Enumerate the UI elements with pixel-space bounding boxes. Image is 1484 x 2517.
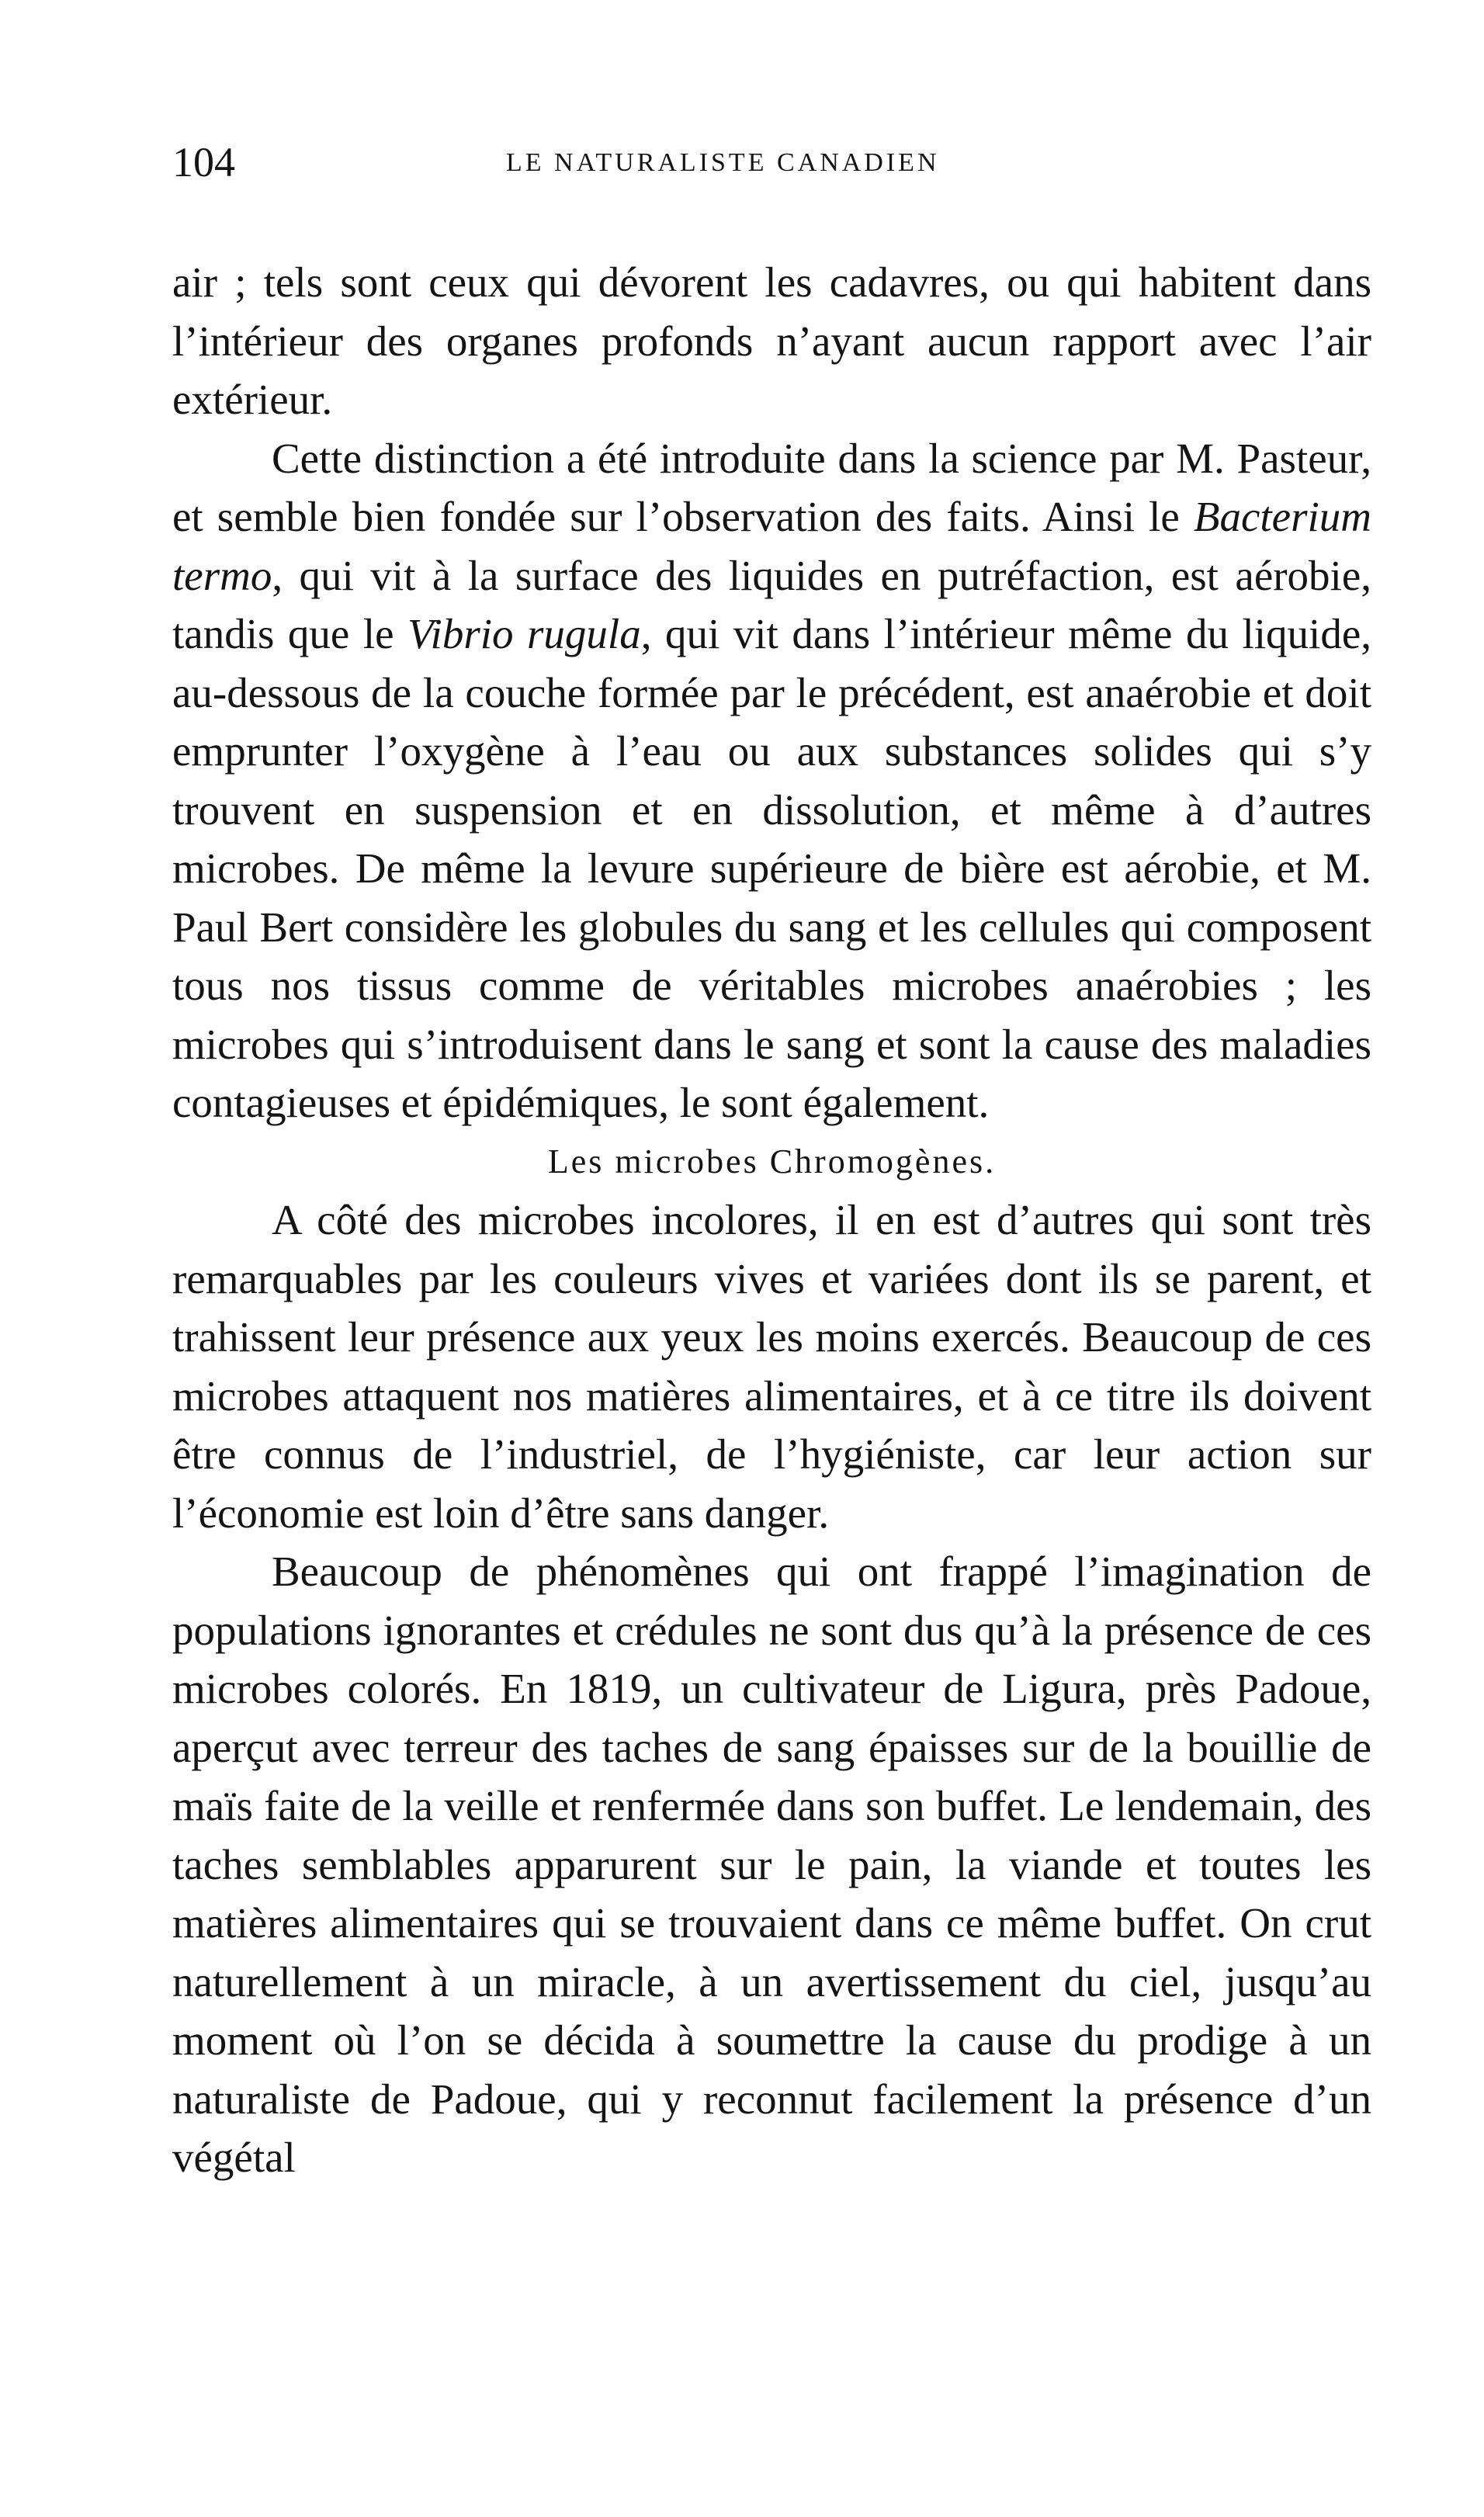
running-title: LE NATURALISTE CANADIEN xyxy=(506,148,940,177)
species-name-bacterium: Bacterium termo xyxy=(172,493,1371,599)
paragraph-text: A côté des microbes incolores, il en est d’autres qui sont très remarquables par les couleurs vives et variées dont ils se parent, et trahissent leur présence aux yeux les moins exercés. Beaucoup de ces microbes attaquent nos matières alimentaires, et à ce titre ils doivent être connus de l’industriel, de l’hygiéniste, car leur action sur l’économie est loin d’être sans danger. xyxy=(172,1196,1371,1537)
page-header xyxy=(172,141,1371,197)
paragraph-continued xyxy=(172,253,1371,429)
paragraph-padoue xyxy=(172,1542,1371,2187)
paragraph-text: Cette distinction a été introduite dans la science par M. Pasteur, et semble bien fondée sur l’observation des faits. Ainsi le xyxy=(172,434,1371,540)
paragraph-text: , qui vit dans l’intérieur même du liquide, au-dessous de la couche formée par le précédent, est anaérobie et doit emprunter l’oxygène à l’eau ou aux substances solides qui s’y trouvent en suspension et en dissolution, et même à d’autres microbes. De même la levure supérieure de bière est aérobie, et M. Paul Bert considère les globules du sang et les cellules qui composent tous nos tissus comme de véritables microbes anaérobies ; les microbes qui s’introduisent dans le sang et sont la cause des maladies contagieuses et épidémiques, le sont également. xyxy=(172,610,1371,1126)
paragraph-chromogenes xyxy=(172,1191,1371,1542)
species-name-vibrio: Vibrio rugula xyxy=(407,610,641,657)
paragraph-text: Beaucoup de phénomènes qui ont frappé l’imagination de populations ignorantes et crédules ne sont dus qu’à la présence de ces microbes colorés. En 1819, un cultivateur de Ligura, près Padoue, aperçut avec terreur des taches de sang épaisses sur de la bouillie de maïs faite de la veille et renfermée dans son buffet. Le lendemain, des taches semblables apparurent sur le pain, la viande et toutes les matières alimentaires qui se trouvaient dans ce même buffet. On crut naturellement à un miracle, à un avertissement du ciel, jusqu’au moment où l’on se décida à soumettre la cause du prodige à un naturaliste de Padoue, qui y reconnut facilement la présence d’un végétal xyxy=(172,1548,1371,2181)
page-number: 104 xyxy=(172,139,235,185)
paragraph-aerobie xyxy=(172,429,1371,1132)
section-heading: Les microbes Chromogènes. xyxy=(547,1142,997,1180)
paragraph-text: air ; tels sont ceux qui dévorent les cadavres, ou qui habitent dans l’intérieur des organes profonds n’ayant aucun rapport avec l’air extérieur. xyxy=(172,258,1371,423)
book-page xyxy=(172,141,1371,2187)
paragraph-text: , qui vit à la surface des liquides en putréfaction, est aérobie, tandis que le xyxy=(172,551,1371,657)
body-text xyxy=(172,253,1371,2187)
